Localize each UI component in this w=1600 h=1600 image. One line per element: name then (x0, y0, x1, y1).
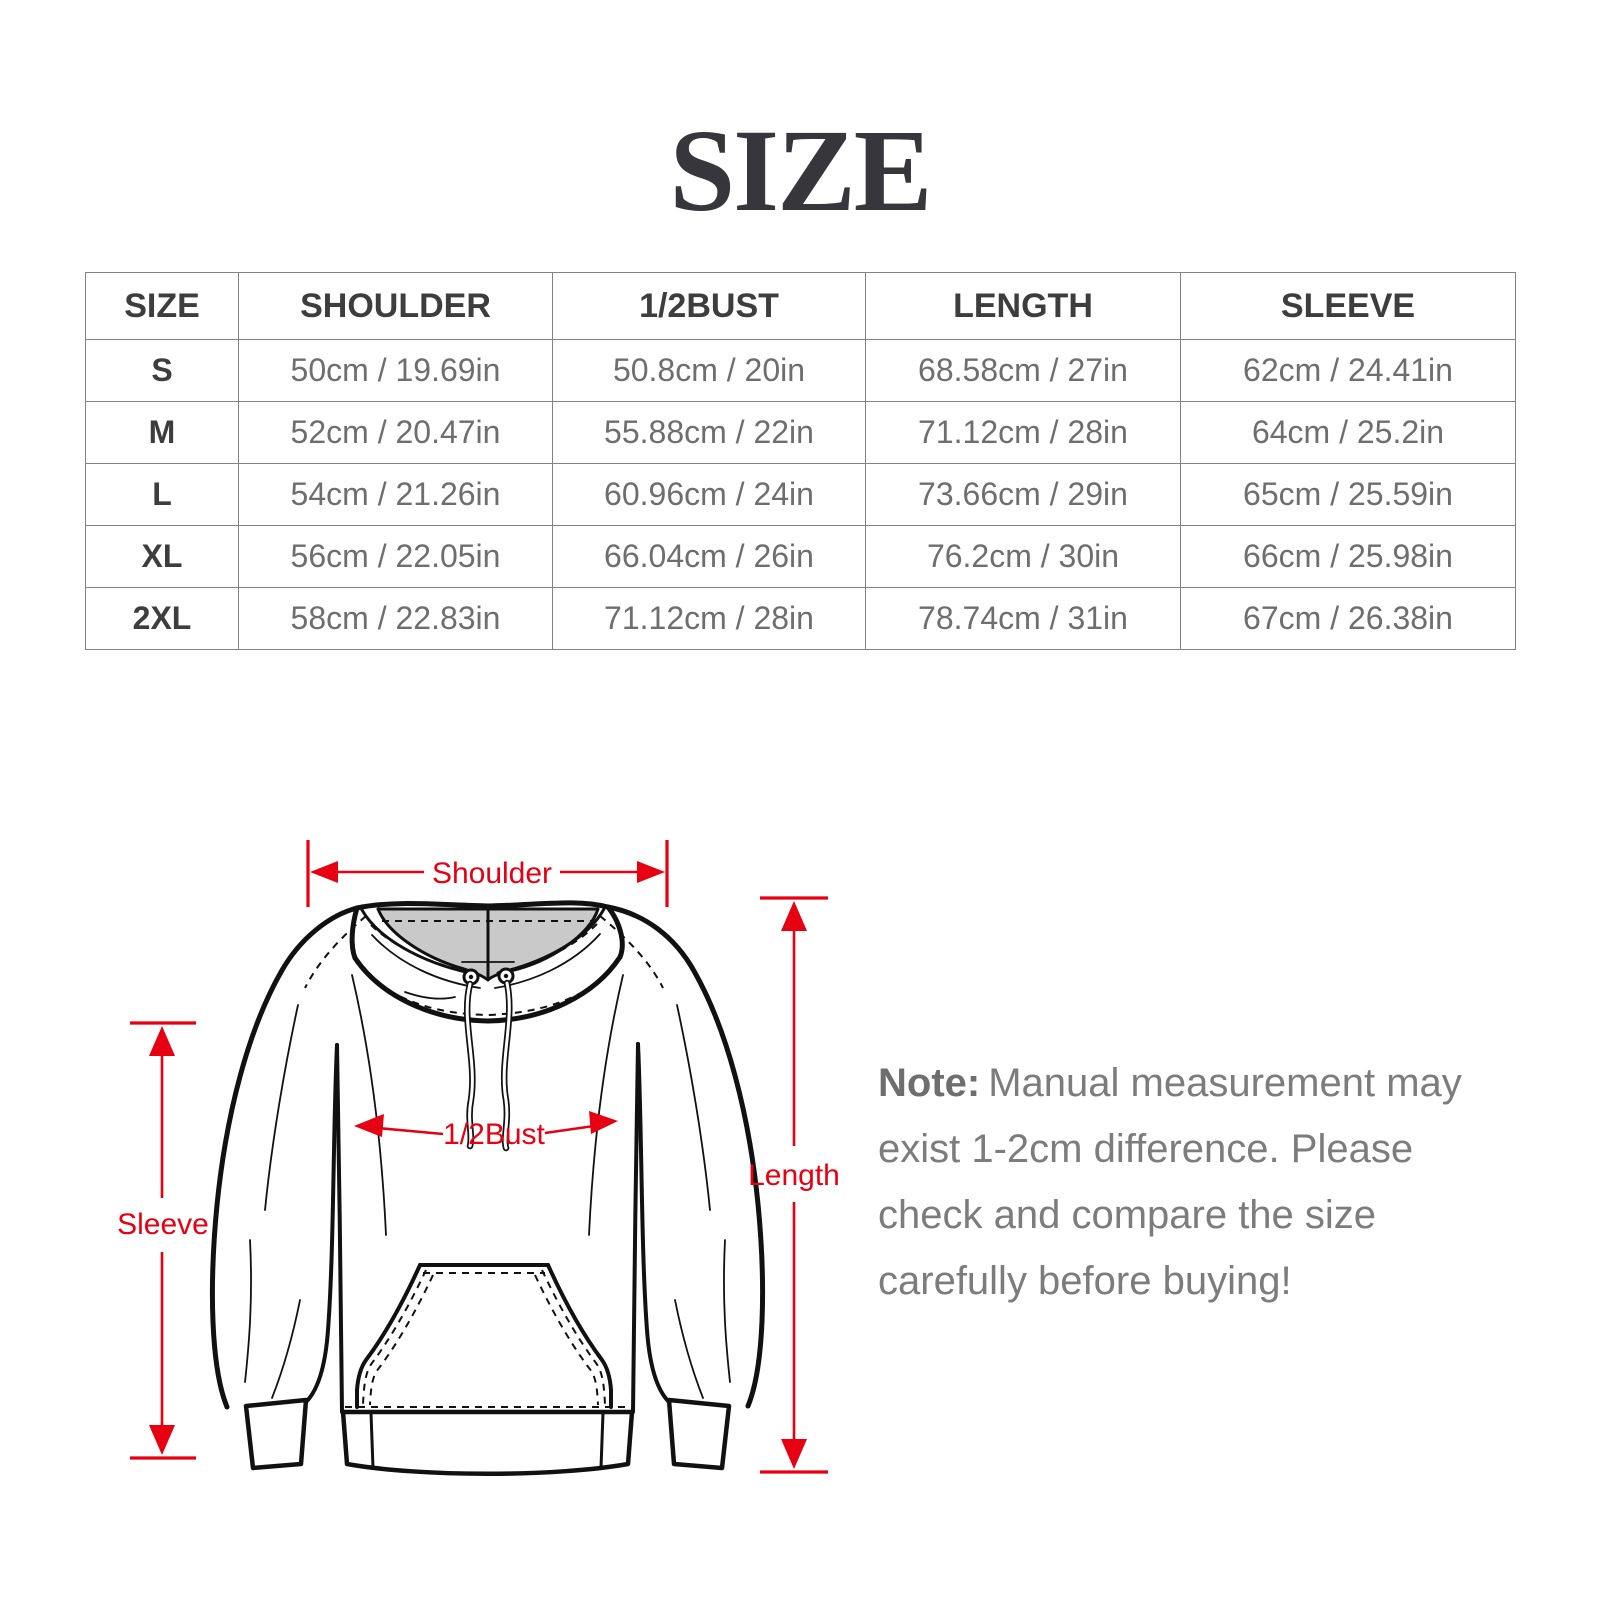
cell-size: M (86, 402, 239, 464)
table-row (86, 464, 1516, 526)
length-arrow (760, 898, 828, 1472)
note-line: carefully before buying! (878, 1259, 1292, 1303)
left-cuff (246, 1400, 306, 1468)
cell-size: S (86, 340, 239, 402)
shoulder-arrow (308, 840, 667, 907)
column-header-size: SIZE (86, 273, 239, 340)
cell-size: 2XL (86, 588, 239, 650)
cell-length: 71.12cm / 28in (866, 402, 1181, 464)
table-row (86, 526, 1516, 588)
right-cuff (669, 1400, 729, 1468)
length-label: Length (748, 1159, 840, 1192)
cell-sleeve: 66cm / 25.98in (1181, 526, 1516, 588)
cell-length: 76.2cm / 30in (866, 526, 1181, 588)
cell-bust: 66.04cm / 26in (553, 526, 866, 588)
bust-label: 1/2Bust (443, 1118, 545, 1151)
size-table (85, 272, 1516, 650)
cell-shoulder: 54cm / 21.26in (239, 464, 553, 526)
cell-shoulder: 56cm / 22.05in (239, 526, 553, 588)
cell-sleeve: 65cm / 25.59in (1181, 464, 1516, 526)
cell-length: 73.66cm / 29in (866, 464, 1181, 526)
shoulder-label: Shoulder (431, 857, 553, 890)
cell-size: L (86, 464, 239, 526)
note-line: exist 1-2cm difference. Please (878, 1127, 1414, 1171)
cell-size: XL (86, 526, 239, 588)
column-header-sleeve: SLEEVE (1181, 273, 1516, 340)
table-row (86, 340, 1516, 402)
column-header-shoulder: SHOULDER (239, 273, 553, 340)
cell-bust: 71.12cm / 28in (553, 588, 866, 650)
kangaroo-pocket (357, 1265, 611, 1407)
hood-interior (378, 909, 598, 980)
note-line: Note: Manual measurement may (878, 1061, 1462, 1105)
page-title: SIZE (669, 105, 931, 236)
cell-bust: 60.96cm / 24in (553, 464, 866, 526)
note-line: check and compare the size (878, 1193, 1377, 1237)
cell-shoulder: 52cm / 20.47in (239, 402, 553, 464)
sleeve-arrow (130, 1023, 196, 1458)
cell-bust: 55.88cm / 22in (553, 402, 866, 464)
table-header-row (86, 273, 1516, 340)
note-label: Note: (878, 1061, 981, 1105)
note-block (878, 1050, 1498, 1314)
cell-sleeve: 67cm / 26.38in (1181, 588, 1516, 650)
cell-sleeve: 64cm / 25.2in (1181, 402, 1516, 464)
cell-sleeve: 62cm / 24.41in (1181, 340, 1516, 402)
column-header-length: LENGTH (866, 273, 1181, 340)
table-row (86, 402, 1516, 464)
cell-shoulder: 50cm / 19.69in (239, 340, 553, 402)
cell-length: 68.58cm / 27in (866, 340, 1181, 402)
table-row (86, 588, 1516, 650)
column-header-bust: 1/2BUST (553, 273, 866, 340)
sleeve-label: Sleeve (117, 1208, 209, 1241)
drawstrings (467, 983, 509, 1148)
cell-bust: 50.8cm / 20in (553, 340, 866, 402)
hoodie-drawing (212, 903, 762, 1474)
cell-length: 78.74cm / 31in (866, 588, 1181, 650)
cell-shoulder: 58cm / 22.83in (239, 588, 553, 650)
bust-arrow (354, 1111, 618, 1137)
hem-band (343, 1412, 632, 1474)
